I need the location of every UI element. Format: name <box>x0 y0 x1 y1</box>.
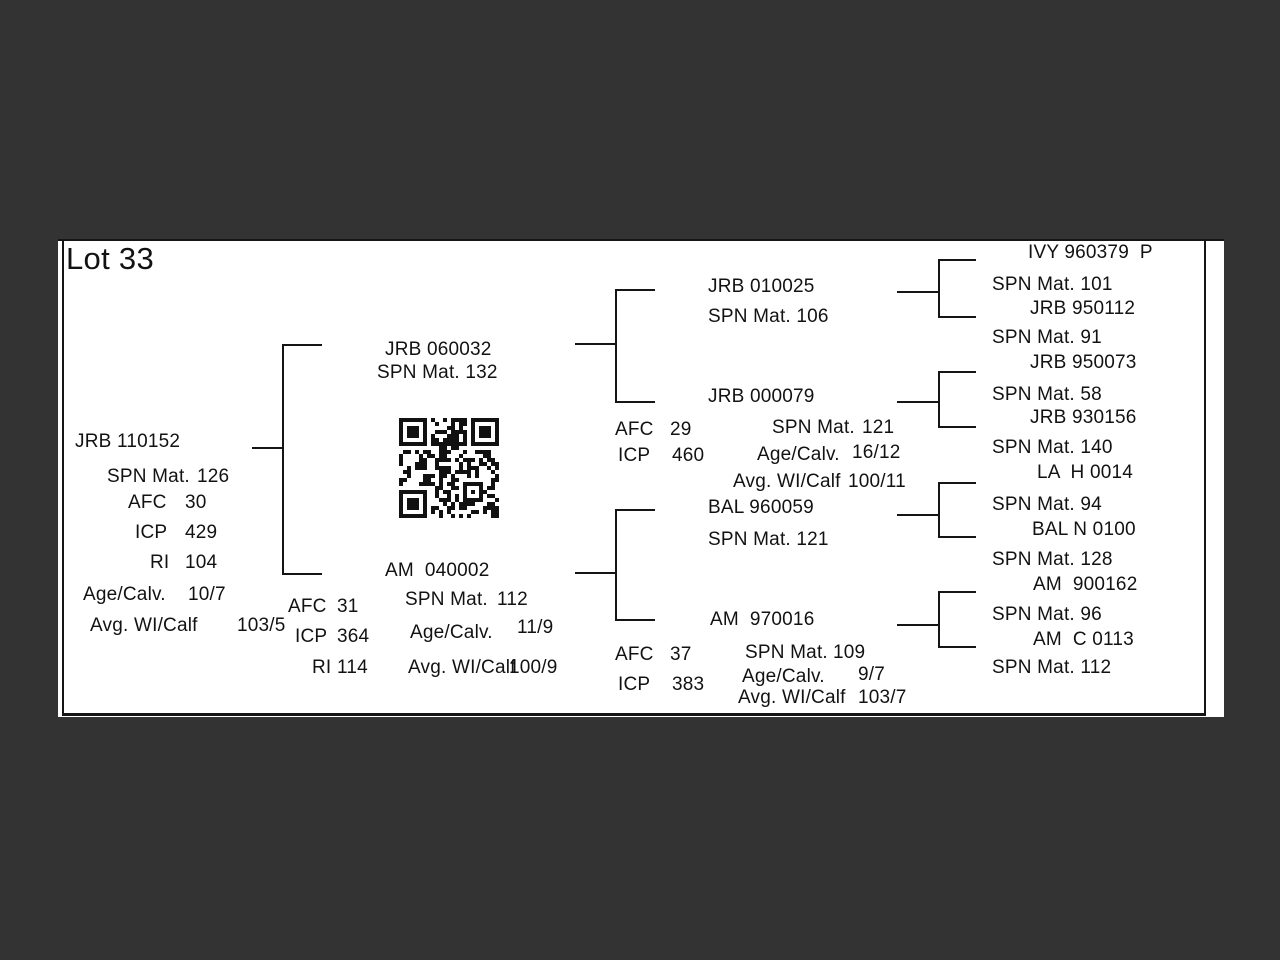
stat-value: 29 <box>670 419 692 440</box>
page-border-bottom <box>62 713 1206 716</box>
tree-line <box>897 401 940 403</box>
stat-value: 31 <box>337 596 359 617</box>
tree-line <box>615 619 655 621</box>
tree-line <box>615 289 655 291</box>
stat-value: 30 <box>185 492 207 513</box>
tree-line <box>282 573 322 575</box>
stat-label: Age/Calv. <box>742 666 825 687</box>
stat-value: 364 <box>337 626 370 647</box>
tree-line <box>938 646 976 648</box>
page-border-top <box>58 239 1224 241</box>
ggp-spn: SPN Mat. 128 <box>992 549 1113 570</box>
stat-value: 114 <box>337 657 368 678</box>
dam-sire-spn: SPN Mat. 121 <box>708 529 829 550</box>
stat-label: Avg. WI/Calf <box>90 615 198 636</box>
stat-value: 103/5 <box>237 615 286 636</box>
page-border-left <box>62 239 64 716</box>
tree-line <box>938 426 976 428</box>
stat-value: 100/11 <box>848 471 906 492</box>
ggp-spn: SPN Mat. 91 <box>992 327 1102 348</box>
stat-label: SPN Mat. <box>745 642 828 663</box>
stat-value: 104 <box>185 552 218 573</box>
subject-id: JRB 110152 <box>75 431 181 452</box>
tree-line <box>938 536 976 538</box>
tree-line <box>282 344 322 346</box>
stat-value: 11/9 <box>517 617 554 638</box>
stat-label: Age/Calv. <box>757 444 840 465</box>
stat-label: SPN Mat. <box>107 466 190 487</box>
tree-line <box>938 259 976 261</box>
tree-line <box>938 371 976 373</box>
stat-label: ICP <box>135 522 168 543</box>
stat-label: Age/Calv. <box>410 622 493 643</box>
ggp-spn: SPN Mat. 96 <box>992 604 1102 625</box>
stat-label: Avg. WI/Calf <box>408 657 516 678</box>
stat-value: 112 <box>497 589 528 610</box>
stat-value: 9/7 <box>858 664 886 685</box>
qr-code <box>399 417 499 519</box>
ggp-id: IVY 960379 P <box>1028 242 1153 263</box>
tree-line <box>615 401 655 403</box>
tree-line <box>938 316 976 318</box>
ggp-id: JRB 950073 <box>1030 352 1137 373</box>
stat-label: Age/Calv. <box>83 584 166 605</box>
ggp-id: JRB 930156 <box>1030 407 1137 428</box>
tree-line <box>897 291 940 293</box>
stat-value: 37 <box>670 644 692 665</box>
ggp-spn: SPN Mat. 101 <box>992 274 1113 295</box>
tree-line <box>938 482 976 484</box>
stat-label: ICP <box>295 626 328 647</box>
page-border-right <box>1204 239 1206 716</box>
stat-value: 126 <box>197 466 230 487</box>
stat-value: 429 <box>185 522 218 543</box>
stat-label: RI <box>312 657 332 678</box>
stat-label: RI <box>150 552 170 573</box>
stat-label: SPN Mat. <box>772 417 855 438</box>
tree-line <box>938 591 976 593</box>
stat-value: 460 <box>672 445 705 466</box>
stat-value: 16/12 <box>852 442 901 463</box>
dam-dam-id: AM 970016 <box>710 609 815 630</box>
stat-value: 383 <box>672 674 705 695</box>
sire-dam-id: JRB 000079 <box>708 386 815 407</box>
stat-value: 103/7 <box>858 687 907 708</box>
stat-label: AFC <box>615 419 654 440</box>
tree-line <box>938 482 940 538</box>
stat-value: 121 <box>862 417 895 438</box>
tree-line <box>897 624 940 626</box>
dam-sire-id: BAL 960059 <box>708 497 814 518</box>
sire-sire-id: JRB 010025 <box>708 276 815 297</box>
tree-line <box>615 509 617 621</box>
stat-label: ICP <box>618 445 651 466</box>
stat-label: SPN Mat. <box>405 589 488 610</box>
ggp-id: JRB 950112 <box>1030 298 1136 319</box>
tree-line <box>575 572 617 574</box>
stat-value: 10/7 <box>188 584 226 605</box>
tree-line <box>938 371 940 428</box>
tree-line <box>615 509 655 511</box>
stat-label: AFC <box>288 596 327 617</box>
stat-label: Avg. WI/Calf <box>733 471 841 492</box>
ggp-spn: SPN Mat. 112 <box>992 657 1112 678</box>
tree-line <box>252 447 283 449</box>
ggp-spn: SPN Mat. 140 <box>992 437 1113 458</box>
ggp-id: BAL N 0100 <box>1032 519 1136 540</box>
sire-id: JRB 060032 <box>385 339 492 360</box>
lot-title: Lot 33 <box>66 241 154 276</box>
tree-line <box>897 514 940 516</box>
tree-line <box>282 344 284 575</box>
tree-line <box>615 289 617 403</box>
ggp-id: AM 900162 <box>1033 574 1138 595</box>
sire-sire-spn: SPN Mat. 106 <box>708 306 829 327</box>
ggp-spn: SPN Mat. 58 <box>992 384 1102 405</box>
tree-line <box>938 259 940 318</box>
dam-id: AM 040002 <box>385 560 490 581</box>
sire-spn: SPN Mat. 132 <box>377 362 498 383</box>
ggp-id: AM C 0113 <box>1033 629 1134 650</box>
tree-line <box>938 591 940 648</box>
stat-label: Avg. WI/Calf <box>738 687 846 708</box>
stat-label: AFC <box>615 644 654 665</box>
tree-line <box>575 343 617 345</box>
stat-value: 109 <box>833 642 866 663</box>
stat-label: ICP <box>618 674 651 695</box>
stat-value: 100/9 <box>509 657 558 678</box>
ggp-id: LA H 0014 <box>1037 462 1134 483</box>
stat-label: AFC <box>128 492 167 513</box>
ggp-spn: SPN Mat. 94 <box>992 494 1102 515</box>
